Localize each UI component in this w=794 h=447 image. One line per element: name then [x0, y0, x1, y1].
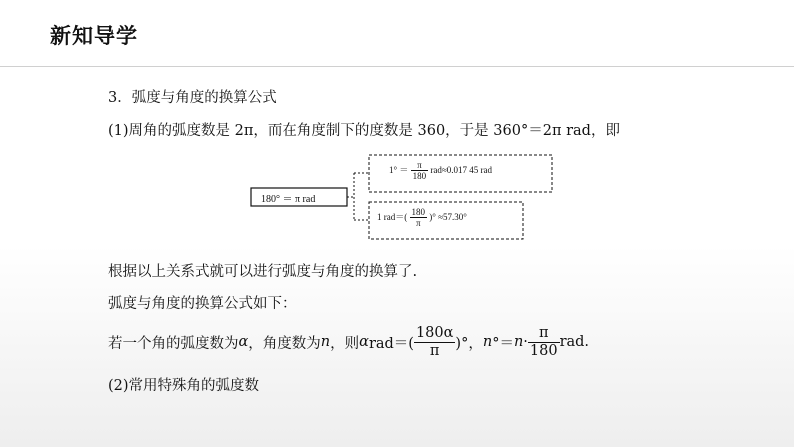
- p4-text-6: °＝: [492, 335, 514, 352]
- p4-alpha-2: α: [359, 334, 369, 350]
- frac2-num: π: [528, 325, 560, 343]
- top-box-frac-den: 180: [412, 171, 427, 182]
- p4-text-5: )°，: [455, 335, 483, 352]
- conversion-diagram: [240, 148, 567, 248]
- p4-n-2: n: [482, 334, 493, 350]
- bottom-box-text: [377, 207, 467, 229]
- top-box-frac-num: π: [411, 160, 429, 171]
- p4-n: n: [320, 334, 331, 350]
- header-divider: [0, 66, 794, 67]
- top-box-prefix: 1° ＝: [389, 164, 409, 175]
- p4-text-3: ，则: [330, 335, 360, 352]
- paragraph-1: (1)周角的弧度数是 2π，而在角度制下的度数是 360，于是 360°＝2π rad，即: [108, 123, 620, 139]
- frac2-den: 180: [529, 342, 558, 359]
- frac1-den: π: [429, 342, 440, 359]
- page-title: 新知导学: [50, 24, 138, 48]
- paragraph-2: 根据以上关系式就可以进行弧度与角度的换算了.: [108, 264, 418, 280]
- left-box-text: 180° ＝ π rad: [261, 194, 316, 205]
- p4-text-2: ，角度数为: [248, 335, 321, 352]
- p4-text-8: rad.: [559, 334, 590, 350]
- frac1-num: 180α: [415, 324, 454, 341]
- section-heading: 3．弧度与角度的换算公式: [108, 90, 277, 106]
- bottom-box-suffix: )° ≈57.30°: [429, 211, 467, 222]
- p4-n-3: n: [513, 334, 524, 350]
- bottom-box-frac-num: 180: [411, 207, 425, 217]
- p4-text-4: rad＝(: [368, 335, 414, 352]
- top-box-text: [389, 160, 492, 182]
- p4-text-1: 若一个角的弧度数为: [108, 335, 239, 352]
- bottom-box-frac-den: π: [415, 218, 421, 229]
- formula-fraction-1: [414, 325, 455, 359]
- p4-alpha: α: [238, 334, 249, 350]
- paragraph-5: (2)常用特殊角的弧度数: [108, 378, 260, 394]
- bottom-box-prefix: 1 rad＝(: [377, 211, 408, 222]
- bottom-box-fraction: [410, 207, 428, 229]
- paragraph-4-formula: [108, 322, 589, 362]
- paragraph-3: 弧度与角度的换算公式如下：: [108, 296, 297, 312]
- top-box-fraction: [411, 160, 429, 182]
- p4-text-7: ·: [523, 334, 528, 350]
- top-box-suffix: rad≈0.017 45 rad: [430, 164, 493, 175]
- formula-fraction-2: [528, 325, 560, 359]
